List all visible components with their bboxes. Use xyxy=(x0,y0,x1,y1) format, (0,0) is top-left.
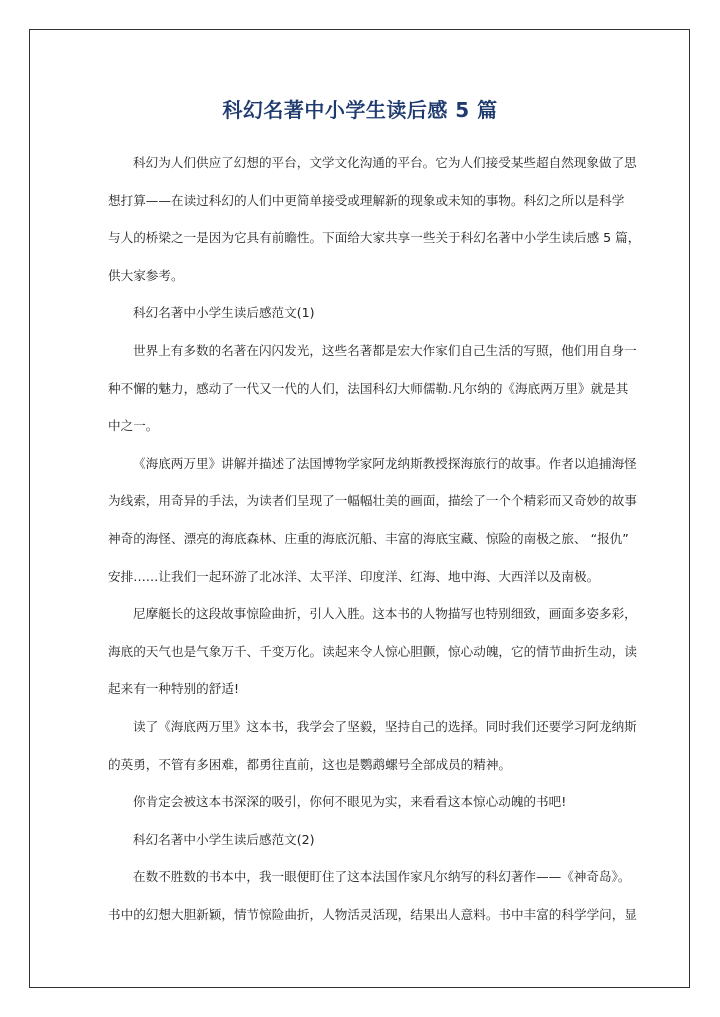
text-line: 《海底两万里》讲解并描述了法国博物学家阿龙纳斯教授探海旅行的故事。作者以追捕海怪 xyxy=(133,455,637,471)
text-line: 中之一。 xyxy=(108,418,159,434)
document-title: 科幻名著中小学生读后感 5 篇 xyxy=(222,98,498,122)
text-line: 想打算——在读过科幻的人们中更简单接受或理解新的现象或未知的事物。科幻之所以是科学 xyxy=(108,192,625,208)
text-line: 书中的幻想大胆新颖，情节惊险曲折，人物活灵活现，结果出人意料。书中丰富的科学学问，显 xyxy=(108,906,637,922)
paragraph xyxy=(108,708,637,783)
text-line: 种不懈的魅力，感动了一代又一代的人们，法国科幻大师儒勒.凡尔纳的《海底两万里》就是其 xyxy=(108,380,629,396)
text-line: 读了《海底两万里》这本书，我学会了坚毅，坚持自己的选择。同时我们还要学习阿龙纳斯 xyxy=(133,718,637,734)
paragraph xyxy=(108,332,637,445)
paragraph xyxy=(108,144,641,294)
paragraph xyxy=(108,783,612,821)
text-line: 海底的天气也是气象万千、千变万化。读起来令人惊心胆颤，惊心动魄，它的情节曲折生动，读 xyxy=(108,643,637,659)
text-line: 与人的桥梁之一是因为它具有前瞻性。下面给大家共享一些关于科幻名著中小学生读后感 5 篇， xyxy=(108,230,641,246)
paragraph xyxy=(108,294,612,332)
text-line: 供大家参考。 xyxy=(108,267,184,283)
text-line: 在数不胜数的书本中，我一眼便盯住了这本法国作家凡尔纳写的科幻著作——《神奇岛》。 xyxy=(133,869,631,885)
text-line: 科幻名著中小学生读后感范文(1) xyxy=(133,305,315,321)
paragraph xyxy=(108,445,637,595)
paragraph xyxy=(108,858,637,933)
text-line: 起来有一种特别的舒适! xyxy=(108,681,239,697)
text-line: 世界上有多数的名著在闪闪发光，这些名著都是宏大作家们自己生活的写照，他们用自身一 xyxy=(133,342,637,358)
text-line: 安排……让我们一起环游了北冰洋、太平洋、印度洋、红海、地中海、大西洋以及南极。 xyxy=(108,568,600,584)
document-body xyxy=(108,144,641,933)
text-line: 的英勇，不管有多困难，都勇往直前，这也是鹦鹉螺号全部成员的精神。 xyxy=(108,756,511,772)
paragraph xyxy=(108,821,612,859)
text-line: 你肯定会被这本书深深的吸引，你何不眼见为实，来看看这本惊心动魄的书吧! xyxy=(133,794,567,810)
text-line: 神奇的海怪、漂亮的海底森林、庄重的海底沉船、丰富的海底宝藏、惊险的南极之旅、 “报仇” xyxy=(108,530,629,546)
paragraph xyxy=(108,595,637,708)
text-line: 科幻名著中小学生读后感范文(2) xyxy=(133,831,315,847)
text-line: 尼摩艇长的这段故事惊险曲折，引人入胜。这本书的人物描写也特别细致，画面多姿多彩， xyxy=(133,606,637,622)
text-line: 科幻为人们供应了幻想的平台，文学文化沟通的平台。它为人们接受某些超自然现象做了思 xyxy=(133,155,637,170)
text-line: 为线索，用奇异的手法，为读者们呈现了一幅幅壮美的画面，描绘了一个个精彩而又奇妙的故事 xyxy=(108,493,637,509)
